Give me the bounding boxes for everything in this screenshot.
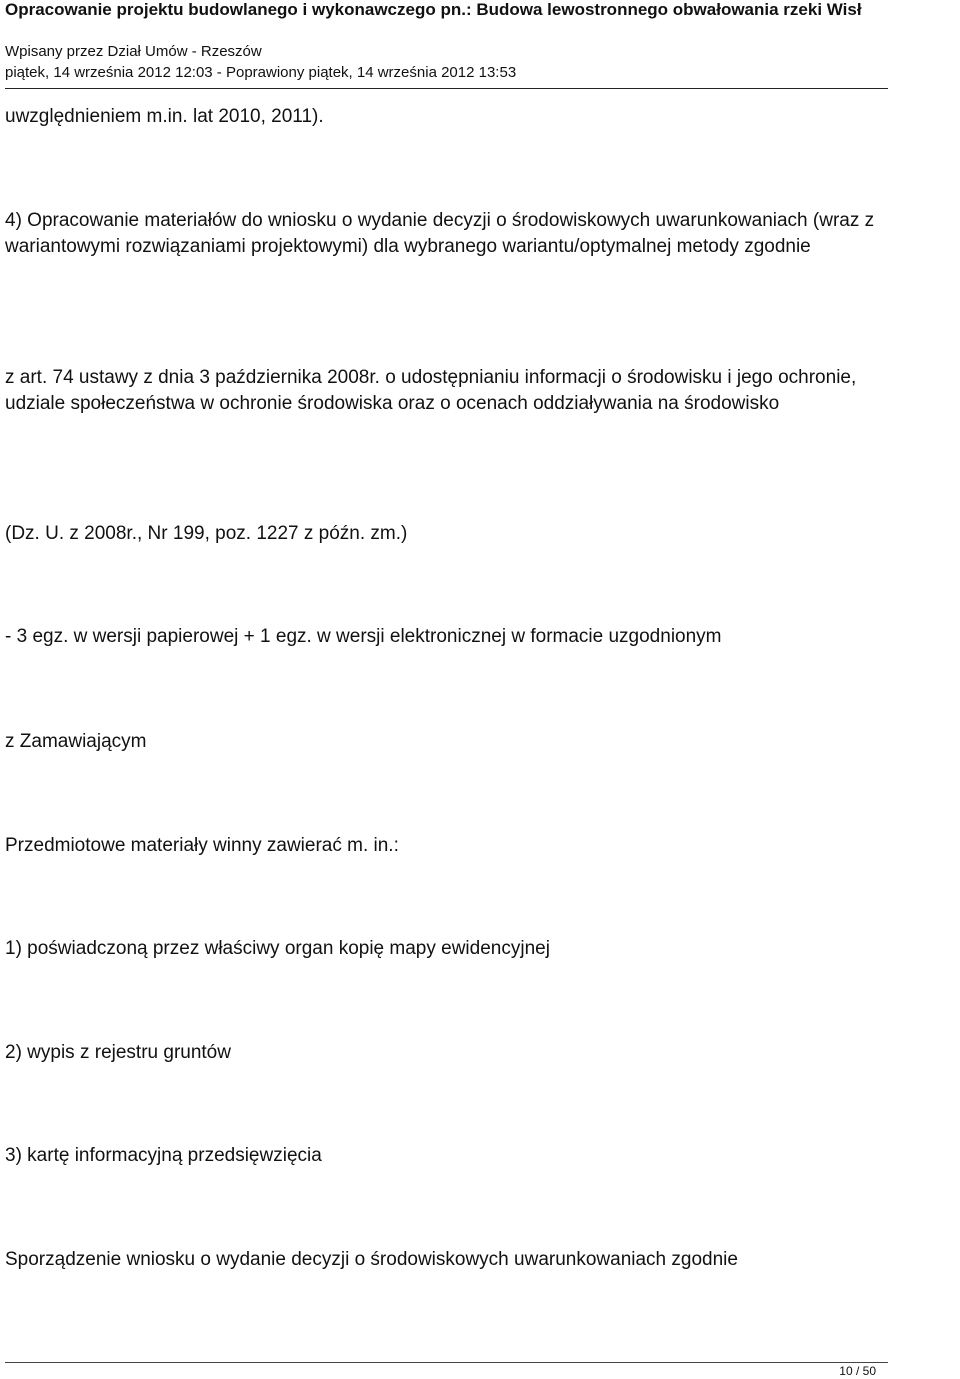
paragraph: 1) poświadczoną przez właściwy organ kopię mapy ewidencyjnej (5, 938, 550, 959)
paragraph: - 3 egz. w wersji papierowej + 1 egz. w wersji elektronicznej w formacie uzgodnionym (5, 626, 722, 647)
author-line: Wpisany przez Dział Umów - Rzeszów (5, 43, 262, 60)
paragraph: Przedmiotowe materiały winny zawierać m. in.: (5, 835, 399, 856)
paragraph: Sporządzenie wniosku o wydanie decyzji o środowiskowych uwarunkowaniach zgodnie (5, 1249, 738, 1270)
header-divider (5, 88, 888, 89)
paragraph: uwzględnieniem m.in. lat 2010, 2011). (5, 106, 324, 127)
paragraph: z art. 74 ustawy z dnia 3 października 2008r. o udostępnianiu informacji o środowisku i jego ochronie, udziale społeczeństwa w ochronie środowiska oraz o ocenach oddziaływania na środowisko (5, 367, 857, 414)
paragraph: 3) kartę informacyjną przedsięwzięcia (5, 1145, 322, 1166)
paragraph: z Zamawiającym (5, 731, 147, 752)
date-line: piątek, 14 września 2012 12:03 - Poprawiony piątek, 14 września 2012 13:53 (5, 64, 517, 81)
paragraph: 2) wypis z rejestru gruntów (5, 1042, 231, 1063)
paragraph: (Dz. U. z 2008r., Nr 199, poz. 1227 z późn. zm.) (5, 523, 408, 544)
page-number: 10 / 50 (839, 1364, 876, 1378)
document-title: Opracowanie projektu budowlanego i wykonawczego pn.: Budowa lewostronnego obwałowania rzeki Wisł (5, 0, 862, 19)
paragraph: 4) Opracowanie materiałów do wniosku o wydanie decyzji o środowiskowych uwarunkowaniach (wraz z wariantowymi rozwiązaniami projektowymi) dla wybranego wariantu/optymalnej metody zgodnie (5, 210, 875, 257)
footer-divider (5, 1362, 888, 1363)
